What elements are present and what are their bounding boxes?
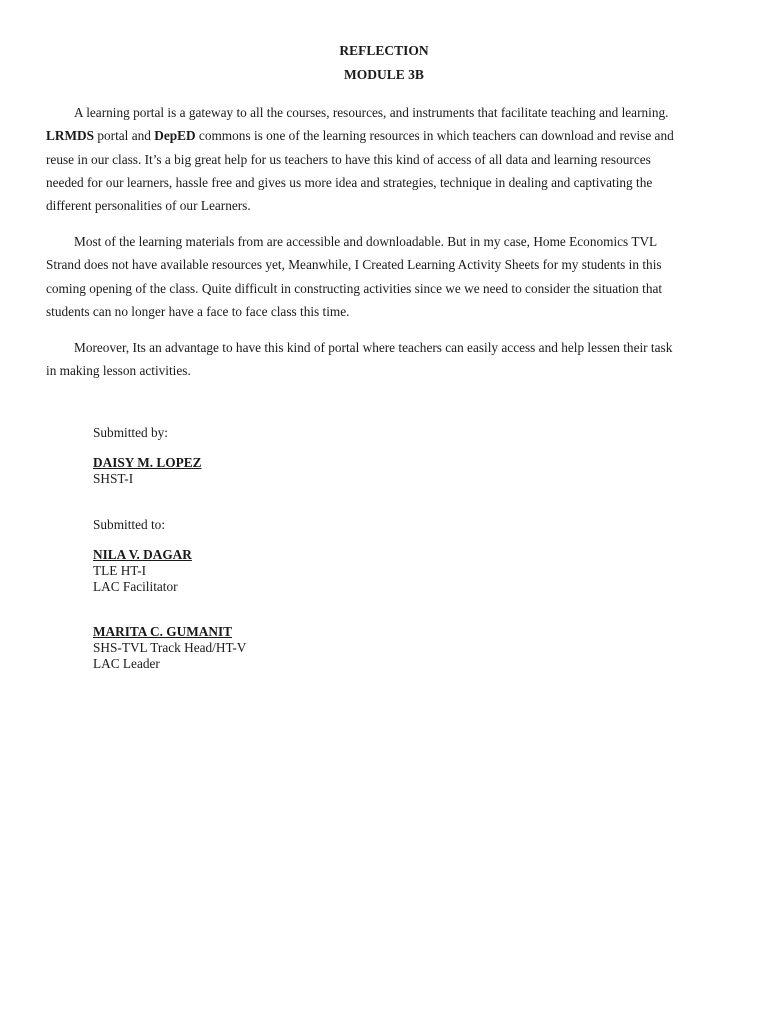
submitter-position: SHST-I — [93, 471, 134, 486]
recipient-2-position-2: LAC Leader — [93, 656, 160, 671]
paragraph-1-line-5: different personalities of our Learners. — [46, 198, 251, 214]
recipient-2-name: MARITA C. GUMANIT — [93, 624, 233, 639]
paragraph-1-line-4: needed for our learners, hassle free and gives us more idea and strategies, technique in dealing and captivating the — [46, 174, 653, 190]
paragraph-2-line-1: Most of the learning materials from are accessible and downloadable. But in my case, Home Economics TVL — [74, 234, 658, 249]
paragraph-3-line-2: in making lesson activities. — [46, 363, 191, 379]
recipient-2-position-1: SHS-TVL Track Head/HT-V — [93, 640, 247, 655]
paragraph-1-line-3: reuse in our class. It’s a big great help for us teachers to have this kind of access of all data and learning resources — [46, 151, 651, 167]
submitted-by-block — [93, 425, 168, 441]
paragraph-2 — [46, 230, 726, 323]
lrmds-bold-text: LRMDS — [46, 128, 95, 144]
submitter-name: DAISY M. LOPEZ — [93, 455, 202, 470]
paragraph-1-line-2 — [46, 124, 726, 147]
paragraph-1-line-2-text-a: portal and — [94, 128, 155, 144]
submitted-to-label: Submitted to: — [93, 517, 166, 532]
recipient-1-name: NILA V. DAGAR — [93, 547, 192, 562]
paragraph-3 — [46, 336, 726, 383]
paragraph-2-line-4: students can no longer have a face to face class this time. — [46, 303, 350, 319]
recipient-1-block — [93, 547, 192, 595]
paragraph-1 — [46, 101, 726, 217]
paragraph-1-line-1: A learning portal is a gateway to all the courses, resources, and instruments that facilitate teaching and learning. — [74, 105, 669, 120]
recipient-2-block — [93, 624, 246, 672]
paragraph-1-line-2-text-b: commons is one of the learning resources in which teachers can download and revise and — [195, 128, 674, 144]
submitted-to-block — [93, 517, 165, 533]
submitter-block — [93, 455, 201, 487]
paragraph-3-line-1: Moreover, Its an advantage to have this kind of portal where teachers can easily access and help lessen their task — [74, 340, 673, 355]
paragraph-2-line-2: Strand does not have available resources yet, Meanwhile, I Created Learning Activity Sheets for my students in this — [46, 257, 662, 273]
recipient-1-position-2: LAC Facilitator — [93, 579, 178, 594]
document-title: REFLECTION — [339, 43, 429, 58]
paragraph-2-line-3: coming opening of the class. Quite difficult in constructing activities since we we need to consider the situation that — [46, 280, 663, 296]
document-subtitle: MODULE 3B — [344, 67, 424, 82]
recipient-1-position-1: TLE HT-I — [93, 563, 147, 578]
deped-bold-text: DepED — [154, 128, 196, 144]
submitted-by-label: Submitted by: — [93, 425, 168, 440]
